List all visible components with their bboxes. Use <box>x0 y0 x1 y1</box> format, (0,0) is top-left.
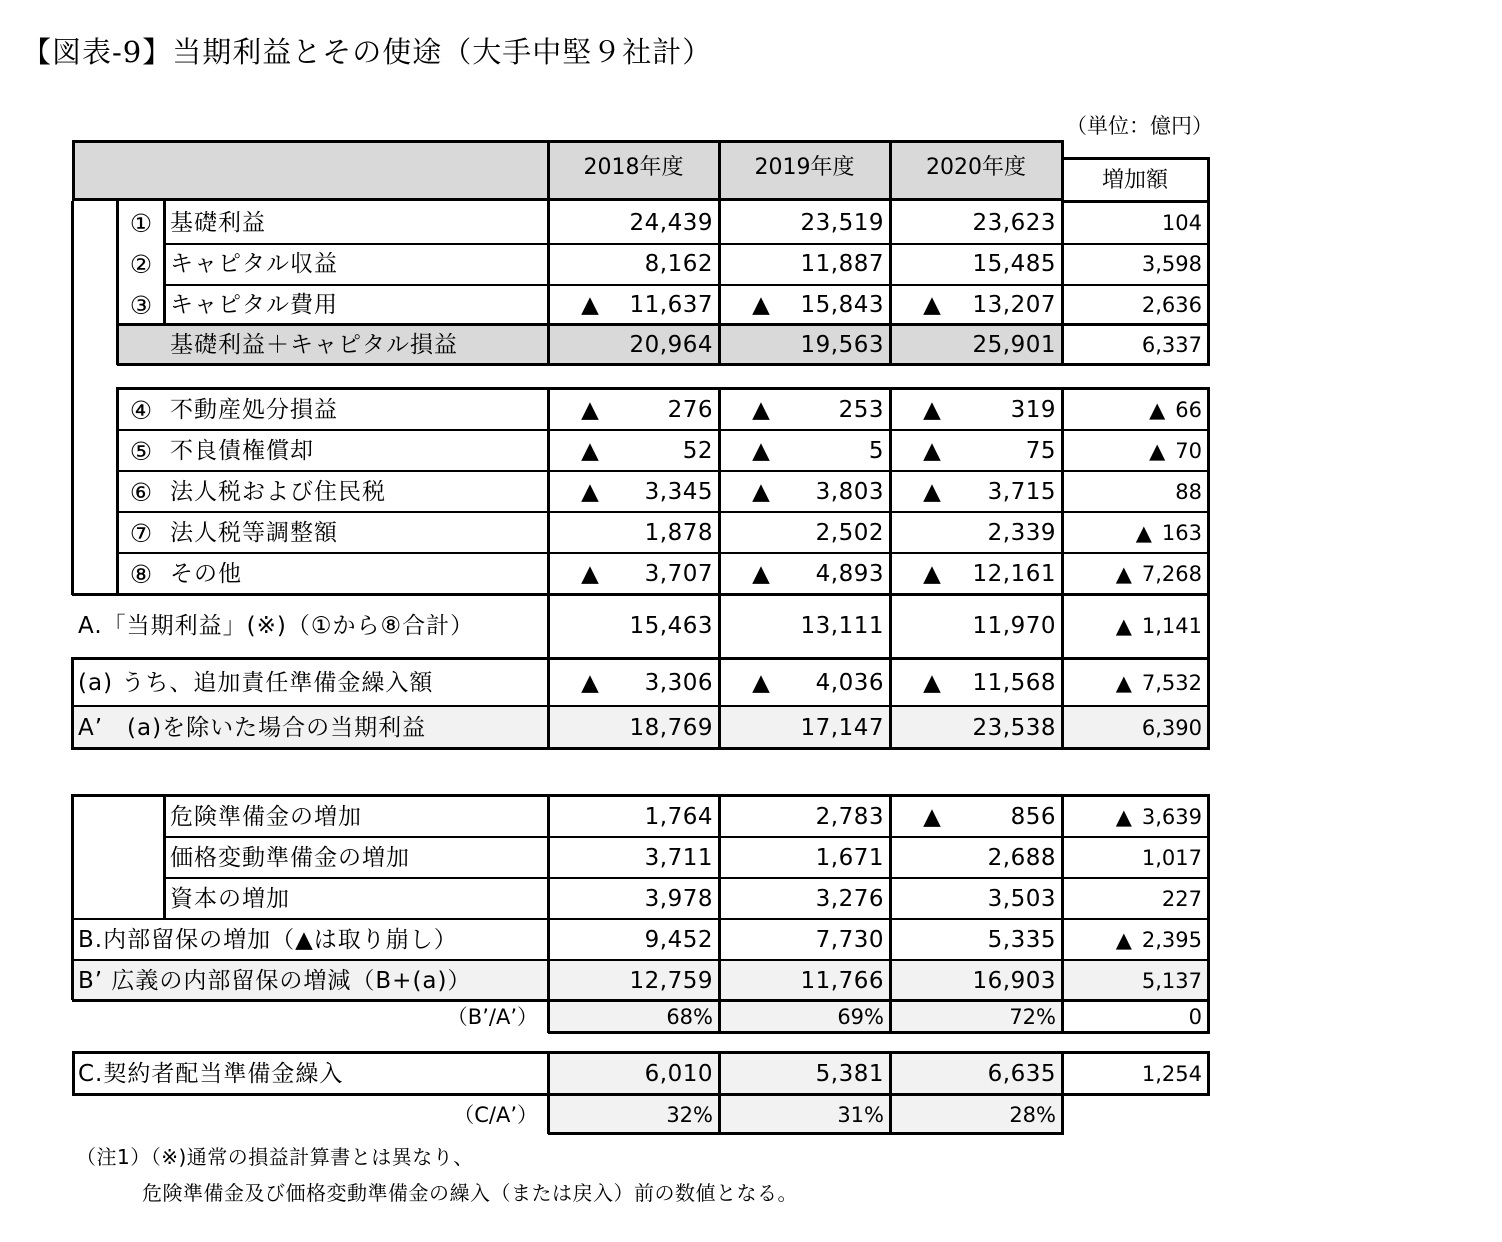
diff-number: 3,639 <box>1141 804 1202 829</box>
value-number: 3,503 <box>987 885 1056 912</box>
value-cell <box>548 390 719 430</box>
value-cell <box>890 879 1062 919</box>
diff-number: 6,337 <box>1141 332 1202 357</box>
value-cell <box>890 1053 1062 1095</box>
ratio-value: 72% <box>1009 1004 1056 1029</box>
value-number: 3,345 <box>644 478 713 505</box>
diff-cell <box>1062 838 1208 878</box>
value-cell <box>719 513 890 553</box>
diff-cell <box>1062 660 1208 706</box>
diff-cell <box>1062 707 1208 749</box>
value-number: 8,162 <box>644 250 713 277</box>
rule-line <box>1207 201 1210 365</box>
value-number: 3,306 <box>644 669 713 696</box>
negative-marker: ▲ <box>923 478 941 505</box>
rule-line <box>71 657 74 750</box>
diff-cell <box>1062 325 1208 365</box>
value-number: 3,715 <box>987 478 1056 505</box>
rule-line <box>71 201 74 595</box>
value-number: 253 <box>838 396 884 423</box>
value-cell <box>548 513 719 553</box>
value-cell <box>719 203 890 243</box>
diff-cell <box>1062 1053 1208 1095</box>
negative-marker: ▲ <box>923 291 941 318</box>
value-number: 20,964 <box>629 331 713 358</box>
diff-cell <box>1062 431 1208 471</box>
value-number: 3,711 <box>644 844 713 871</box>
value-number: 75 <box>1025 437 1056 464</box>
value-number: 52 <box>682 437 713 464</box>
negative-marker: ▲ <box>581 396 599 423</box>
row-label: (a) うち、追加責任準備金繰入額 <box>78 669 434 696</box>
negative-marker: ▲ <box>1115 670 1132 695</box>
value-number: 24,439 <box>629 209 713 236</box>
column-header: 2020年度 <box>926 155 1026 180</box>
ratio-label: （C/A’） <box>453 1102 538 1127</box>
circled-number: ② <box>129 249 153 279</box>
row-label: 基礎利益＋キャピタル損益 <box>170 331 458 358</box>
rule-line <box>117 363 1210 366</box>
rule-line <box>548 1132 1064 1135</box>
negative-marker: ▲ <box>752 396 770 423</box>
value-number: 4,036 <box>815 669 884 696</box>
column-header: 2018年度 <box>583 155 684 180</box>
diff-cell <box>1062 390 1208 430</box>
value-cell <box>548 1053 719 1095</box>
negative-marker: ▲ <box>581 437 599 464</box>
diff-number: 7,532 <box>1141 670 1202 695</box>
footnote: （注1）（※)通常の損益計算書とは異なり、 <box>76 1145 474 1169</box>
row-label: 価格変動準備金の増加 <box>170 844 410 871</box>
value-number: 12,759 <box>629 967 713 994</box>
value-number: 16,903 <box>972 967 1056 994</box>
value-cell <box>719 961 890 1001</box>
negative-marker: ▲ <box>752 437 770 464</box>
rule-line <box>117 511 1210 513</box>
row-label: 不動産処分損益 <box>170 396 338 423</box>
diff-cell <box>1062 920 1208 960</box>
circled-number: ⑧ <box>129 559 153 589</box>
rule-line <box>117 323 1210 326</box>
negative-marker: ▲ <box>752 560 770 587</box>
negative-marker: ▲ <box>1115 614 1132 638</box>
value-number: 1,764 <box>644 803 713 830</box>
value-number: 3,707 <box>644 560 713 587</box>
value-number: 23,623 <box>972 209 1056 236</box>
value-cell <box>890 244 1062 284</box>
row-label: A’ (a)を除いた場合の当期利益 <box>78 714 427 741</box>
value-number: 15,843 <box>800 291 884 318</box>
value-cell <box>548 707 719 749</box>
circled-number: ⑤ <box>129 436 153 466</box>
negative-marker: ▲ <box>752 669 770 696</box>
rule-line <box>889 201 892 365</box>
diff-cell <box>1062 797 1208 837</box>
row-label: B’ 広義の内部留保の増減（B+(a)） <box>78 967 472 994</box>
negative-marker: ▲ <box>1135 520 1152 545</box>
value-cell <box>719 797 890 837</box>
rule-line <box>548 1031 1210 1034</box>
negative-marker: ▲ <box>581 669 599 696</box>
ratio-value: 31% <box>837 1102 884 1127</box>
rule-line <box>163 794 166 918</box>
negative-marker: ▲ <box>1115 927 1132 952</box>
value-cell <box>719 554 890 594</box>
diff-number: 104 <box>1161 210 1202 235</box>
row-label: 危険準備金の増加 <box>170 803 362 830</box>
rule-line <box>116 387 119 595</box>
value-number: 2,783 <box>815 803 884 830</box>
value-number: 2,502 <box>815 519 884 546</box>
negative-marker: ▲ <box>923 560 941 587</box>
row-label: 法人税および住民税 <box>170 478 386 505</box>
value-cell <box>548 838 719 878</box>
ratio-value: 32% <box>666 1102 713 1127</box>
value-cell <box>890 554 1062 594</box>
value-cell <box>890 660 1062 706</box>
value-cell <box>719 879 890 919</box>
value-number: 12,161 <box>972 560 1056 587</box>
diff-number: 1,141 <box>1141 614 1202 638</box>
value-cell <box>548 961 719 1001</box>
value-cell <box>719 390 890 430</box>
value-number: 13,207 <box>972 291 1056 318</box>
footnote: 危険準備金及び価格変動準備金の繰入（または戻入）前の数値となる。 <box>142 1181 798 1205</box>
diff-number: 66 <box>1175 397 1202 422</box>
value-number: 11,766 <box>800 967 884 994</box>
diff-number: 70 <box>1175 438 1202 463</box>
diff-number: 1,017 <box>1141 845 1202 870</box>
value-cell <box>890 707 1062 749</box>
value-number: 13,111 <box>800 613 884 639</box>
diff-number: 5,137 <box>1141 968 1202 993</box>
negative-marker: ▲ <box>923 803 941 830</box>
value-cell <box>548 431 719 471</box>
ratio-label: （B’/A’） <box>446 1004 538 1029</box>
value-number: 1,671 <box>815 844 884 871</box>
rule-line <box>72 794 1210 797</box>
value-cell <box>890 961 1062 1001</box>
row-label: C.契約者配当準備金繰入 <box>78 1060 344 1087</box>
ratio-value: 68% <box>666 1004 713 1029</box>
circled-number: ⑥ <box>129 477 153 507</box>
negative-marker: ▲ <box>752 478 770 505</box>
value-number: 15,485 <box>972 250 1056 277</box>
rule-line <box>116 201 119 365</box>
ratio-value: 28% <box>1009 1102 1056 1127</box>
rule-line <box>164 836 1210 838</box>
value-number: 4,893 <box>815 560 884 587</box>
circled-number: ⑦ <box>129 518 153 548</box>
row-label: A.「当期利益」(※)（①から⑧合計） <box>78 613 475 639</box>
value-cell <box>548 285 719 325</box>
rule-line <box>1061 201 1064 365</box>
negative-marker: ▲ <box>1115 804 1132 829</box>
value-number: 15,463 <box>629 613 713 639</box>
value-number: 319 <box>1010 396 1056 423</box>
rule-line <box>72 747 1210 750</box>
value-number: 6,010 <box>644 1060 713 1087</box>
value-number: 1,878 <box>644 519 713 546</box>
rule-line <box>117 552 1210 554</box>
diff-number: 163 <box>1161 520 1202 545</box>
page-title: 【図表-9】当期利益とその使途（大手中堅９社計） <box>22 35 713 69</box>
circled-number: ① <box>129 208 153 238</box>
value-cell <box>719 920 890 960</box>
circled-number: ④ <box>129 395 153 425</box>
row-label: 基礎利益 <box>170 209 266 236</box>
value-number: 5,381 <box>815 1060 884 1087</box>
value-cell <box>548 554 719 594</box>
row-label: 不良債権償却 <box>170 437 314 464</box>
rule-line <box>117 387 1210 390</box>
value-number: 11,887 <box>800 250 884 277</box>
unit-label: （単位：億円） <box>1066 114 1213 138</box>
value-number: 18,769 <box>629 714 713 741</box>
value-cell <box>890 325 1062 365</box>
value-cell <box>890 472 1062 512</box>
value-number: 3,276 <box>815 885 884 912</box>
value-cell <box>548 797 719 837</box>
value-cell <box>548 879 719 919</box>
value-cell <box>890 513 1062 553</box>
value-cell <box>890 431 1062 471</box>
value-cell <box>548 595 719 658</box>
column-header: 2019年度 <box>754 155 855 180</box>
value-cell <box>890 797 1062 837</box>
value-number: 2,339 <box>987 519 1056 546</box>
value-cell <box>719 660 890 706</box>
rule-line <box>117 429 1210 431</box>
diff-number: 88 <box>1175 479 1202 504</box>
ratio-diff: 0 <box>1188 1004 1202 1029</box>
row-label: キャピタル費用 <box>170 291 338 318</box>
diff-cell <box>1062 513 1208 553</box>
value-cell <box>719 285 890 325</box>
negative-marker: ▲ <box>1149 438 1166 463</box>
value-number: 11,970 <box>972 613 1056 639</box>
diff-number: 227 <box>1161 886 1202 911</box>
value-number: 11,637 <box>629 291 713 318</box>
row-label: キャピタル収益 <box>170 250 338 277</box>
rule-line <box>164 284 1210 286</box>
value-number: 276 <box>667 396 713 423</box>
value-cell <box>719 707 890 749</box>
value-cell <box>719 325 890 365</box>
value-cell <box>890 595 1062 658</box>
diff-cell <box>1062 203 1208 243</box>
diff-cell <box>1062 285 1208 325</box>
value-cell <box>548 244 719 284</box>
rule-line <box>547 201 550 365</box>
diff-number: 1,254 <box>1141 1061 1202 1086</box>
value-number: 3,803 <box>815 478 884 505</box>
diff-cell <box>1062 879 1208 919</box>
negative-marker: ▲ <box>581 560 599 587</box>
value-cell <box>890 203 1062 243</box>
negative-marker: ▲ <box>1149 397 1166 422</box>
diff-number: 2,636 <box>1141 292 1202 317</box>
negative-marker: ▲ <box>581 291 599 318</box>
value-cell <box>548 472 719 512</box>
diff-number: 6,390 <box>1141 715 1202 740</box>
value-cell <box>548 203 719 243</box>
ratio-value: 69% <box>837 1004 884 1029</box>
value-number: 6,635 <box>987 1060 1056 1087</box>
negative-marker: ▲ <box>923 396 941 423</box>
value-cell <box>890 838 1062 878</box>
negative-marker: ▲ <box>923 669 941 696</box>
negative-marker: ▲ <box>581 478 599 505</box>
value-number: 5 <box>868 437 884 464</box>
value-number: 9,452 <box>644 926 713 953</box>
value-cell <box>719 595 890 658</box>
rule-line <box>164 243 1210 245</box>
value-cell <box>890 920 1062 960</box>
rule-line <box>117 470 1210 472</box>
value-number: 23,519 <box>800 209 884 236</box>
diff-number: 7,268 <box>1141 561 1202 586</box>
row-label: B.内部留保の増加（▲は取り崩し） <box>78 926 458 953</box>
value-cell <box>719 472 890 512</box>
row-label: 法人税等調整額 <box>170 519 338 546</box>
value-cell <box>719 244 890 284</box>
value-number: 17,147 <box>800 714 884 741</box>
diff-cell <box>1062 244 1208 284</box>
value-cell <box>719 1053 890 1095</box>
value-number: 2,688 <box>987 844 1056 871</box>
diff-number: 3,598 <box>1141 251 1202 276</box>
diff-cell <box>1062 554 1208 594</box>
row-label: その他 <box>170 560 242 587</box>
negative-marker: ▲ <box>923 437 941 464</box>
negative-marker: ▲ <box>752 291 770 318</box>
rule-line <box>718 201 721 365</box>
diff-cell <box>1062 595 1208 658</box>
diff-number: 2,395 <box>1141 927 1202 952</box>
value-cell <box>548 920 719 960</box>
row-label: 資本の増加 <box>170 885 290 912</box>
value-number: 5,335 <box>987 926 1056 953</box>
value-cell <box>890 390 1062 430</box>
value-number: 7,730 <box>815 926 884 953</box>
value-number: 23,538 <box>972 714 1056 741</box>
circled-number: ③ <box>129 290 153 320</box>
value-number: 25,901 <box>972 331 1056 358</box>
value-number: 3,978 <box>644 885 713 912</box>
value-cell <box>719 838 890 878</box>
negative-marker: ▲ <box>1115 561 1132 586</box>
value-cell <box>890 285 1062 325</box>
value-cell <box>548 325 719 365</box>
value-cell <box>719 431 890 471</box>
column-header: 増加額 <box>1101 168 1168 193</box>
value-number: 11,568 <box>972 669 1056 696</box>
value-number: 19,563 <box>800 331 884 358</box>
rule-line <box>163 201 166 325</box>
rule-line <box>164 877 1210 879</box>
diff-cell <box>1062 472 1208 512</box>
value-number: 856 <box>1010 803 1056 830</box>
value-cell <box>548 660 719 706</box>
diff-cell <box>1062 961 1208 1001</box>
